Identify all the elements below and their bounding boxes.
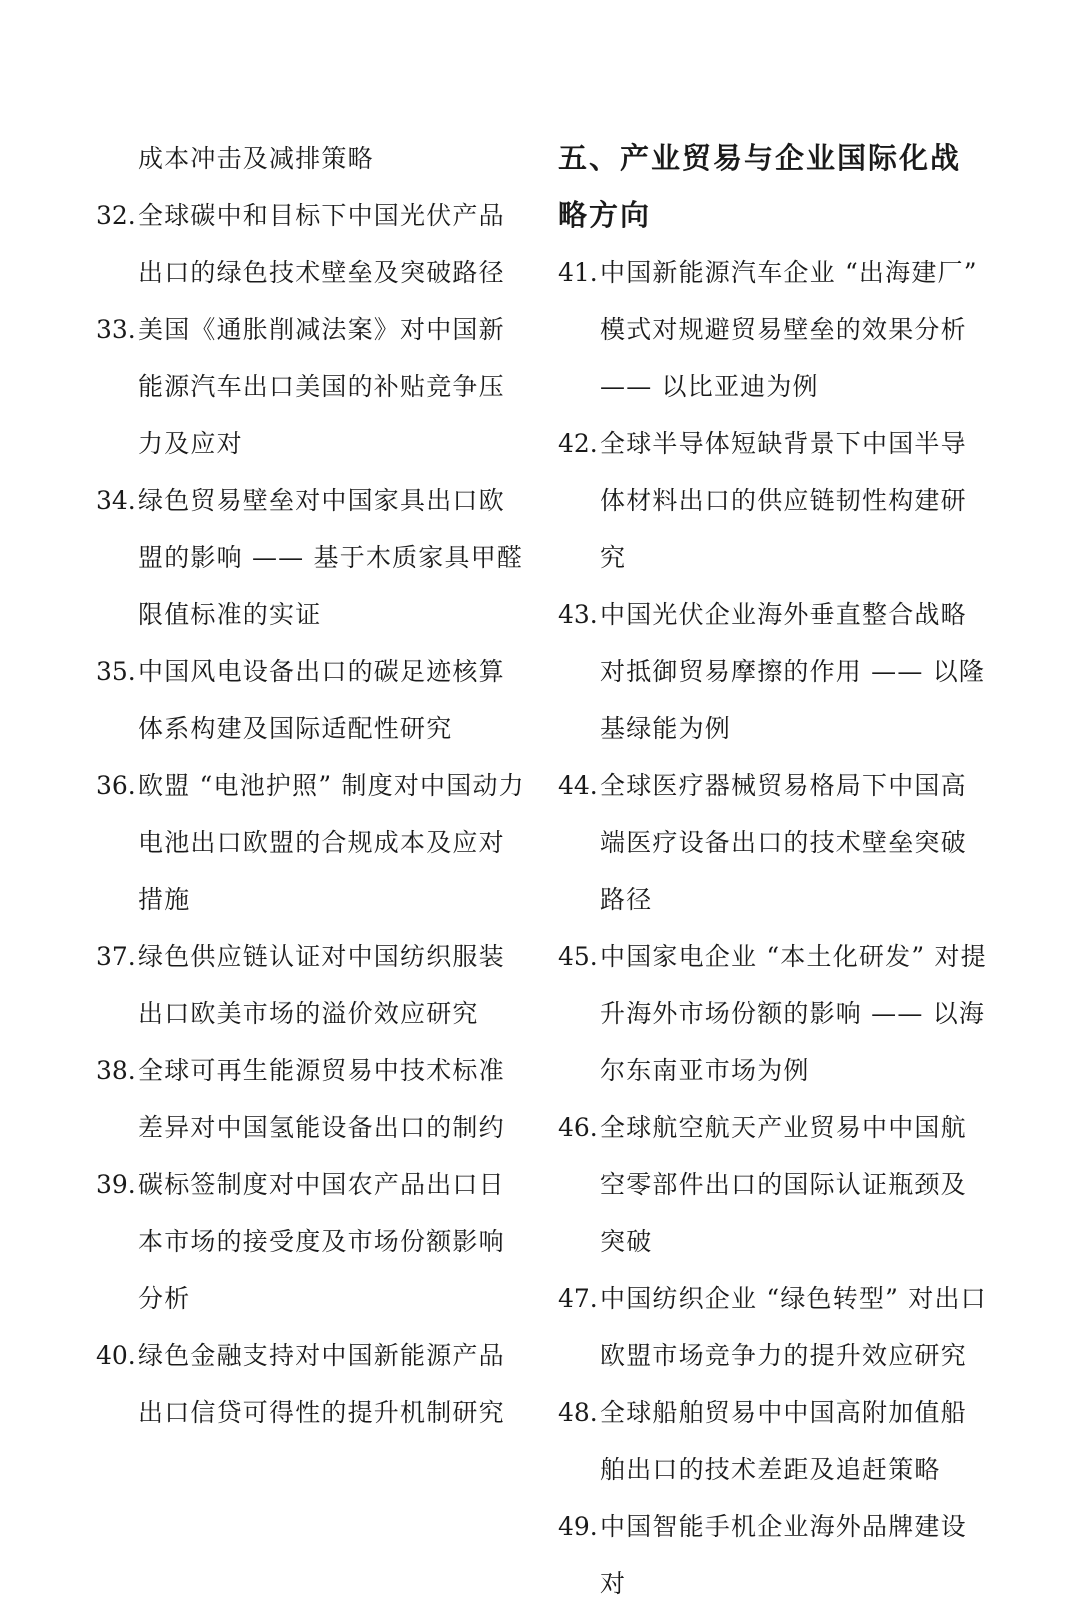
list-item <box>558 1270 988 1384</box>
list-item <box>558 586 988 757</box>
item-text: 全球可再生能源贸易中技术标准差异对中国氢能设备出口的制约 <box>138 1056 505 1142</box>
item-text: 中国智能手机企业海外品牌建设对 <box>600 1512 967 1598</box>
list-item <box>558 757 988 928</box>
item-text: 全球航空航天产业贸易中中国航空零部件出口的国际认证瓶颈及突破 <box>600 1113 967 1256</box>
section-heading: 五、产业贸易与企业国际化战略方向 <box>558 141 962 232</box>
item-text: 全球半导体短缺背景下中国半导体材料出口的供应链韧性构建研究 <box>600 429 967 572</box>
item-number: 44. <box>558 771 598 800</box>
item-number: 38. <box>96 1056 136 1085</box>
list-item <box>96 643 526 757</box>
item-number: 45. <box>558 942 598 971</box>
left-column <box>96 130 526 1441</box>
item-number: 43. <box>558 600 598 629</box>
list-item <box>96 472 526 643</box>
list-item <box>558 1384 988 1498</box>
item-number: 34. <box>96 486 136 515</box>
item-number: 39. <box>96 1170 136 1199</box>
list-item <box>558 1498 988 1612</box>
list-item <box>96 1042 526 1156</box>
item-text: 碳标签制度对中国农产品出口日本市场的接受度及市场份额影响分析 <box>138 1170 505 1313</box>
item-number: 42. <box>558 429 598 458</box>
item-text: 绿色金融支持对中国新能源产品出口信贷可得性的提升机制研究 <box>138 1341 505 1427</box>
list-item <box>96 757 526 928</box>
item-text: 绿色供应链认证对中国纺织服装出口欧美市场的溢价效应研究 <box>138 942 505 1028</box>
item-number: 41. <box>558 258 598 287</box>
item-text: 全球碳中和目标下中国光伏产品出口的绿色技术壁垒及突破路径 <box>138 201 505 287</box>
list-item <box>96 1156 526 1327</box>
item-text: 全球船舶贸易中中国高附加值船舶出口的技术差距及追赶策略 <box>600 1398 967 1484</box>
list-item <box>96 1327 526 1441</box>
item-number: 32. <box>96 201 136 230</box>
continued-item <box>96 130 526 187</box>
item-text: 欧盟 “电池护照” 制度对中国动力电池出口欧盟的合规成本及应对措施 <box>138 771 525 914</box>
list-item <box>96 187 526 301</box>
item-number: 48. <box>558 1398 598 1427</box>
item-number: 37. <box>96 942 136 971</box>
item-number: 36. <box>96 771 136 800</box>
list-item <box>96 928 526 1042</box>
item-text: 中国家电企业 “本土化研发” 对提升海外市场份额的影响 —— 以海尔东南亚市场为例 <box>600 942 987 1085</box>
item-number: 47. <box>558 1284 598 1313</box>
item-text: 全球医疗器械贸易格局下中国高端医疗设备出口的技术壁垒突破路径 <box>600 771 967 914</box>
list-item <box>558 928 988 1099</box>
list-item <box>558 244 988 415</box>
continued-text: 成本冲击及减排策略 <box>138 144 374 173</box>
item-text: 中国新能源汽车企业 “出海建厂” 模式对规避贸易壁垒的效果分析 —— 以比亚迪为例 <box>600 258 978 401</box>
list-item <box>558 415 988 586</box>
list-item <box>558 1099 988 1270</box>
item-text: 中国光伏企业海外垂直整合战略对抵御贸易摩擦的作用 —— 以隆基绿能为例 <box>600 600 986 743</box>
item-text: 绿色贸易壁垒对中国家具出口欧盟的影响 —— 基于木质家具甲醛限值标准的实证 <box>138 486 524 629</box>
list-item <box>96 301 526 472</box>
item-text: 中国纺织企业 “绿色转型” 对出口欧盟市场竞争力的提升效应研究 <box>600 1284 987 1370</box>
item-text: 中国风电设备出口的碳足迹核算体系构建及国际适配性研究 <box>138 657 505 743</box>
item-number: 33. <box>96 315 136 344</box>
item-number: 40. <box>96 1341 136 1370</box>
item-number: 49. <box>558 1512 598 1541</box>
item-text: 美国《通胀削减法案》对中国新能源汽车出口美国的补贴竞争压力及应对 <box>138 315 505 458</box>
item-number: 46. <box>558 1113 598 1142</box>
right-column <box>558 130 988 1612</box>
item-number: 35. <box>96 657 136 686</box>
